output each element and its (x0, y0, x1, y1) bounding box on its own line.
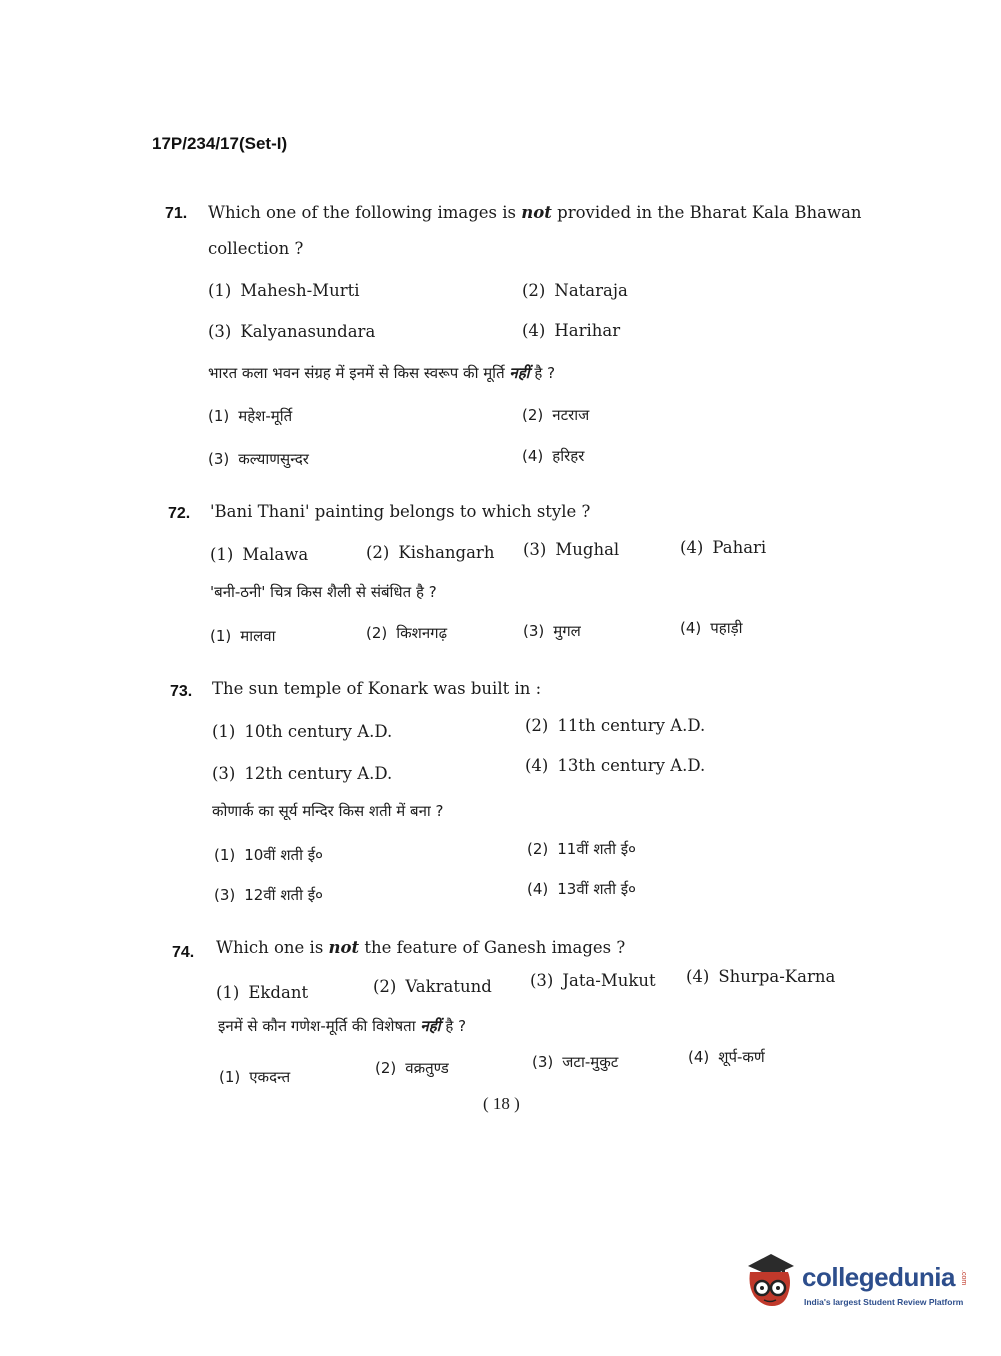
question-number: 72. (168, 505, 191, 522)
option-1: (1) 10th century A.D. (212, 722, 393, 741)
question-text-hindi: कोणार्क का सूर्य मन्दिर किस शती में बना ? (212, 802, 444, 820)
option-1-hindi: (1) महेश-मूर्ति (208, 407, 293, 425)
option-3: (3) Kalyanasundara (208, 322, 376, 341)
option-3: (3) Mughal (523, 540, 620, 559)
question-text: The sun temple of Konark was built in : (212, 679, 542, 698)
option-3-hindi: (3) 12वीं शती ई० (214, 886, 323, 904)
logo-tagline: India's largest Student Review Platform (804, 1297, 964, 1307)
logo-suffix: .com (960, 1270, 967, 1286)
option-4: (4) Pahari (680, 538, 767, 557)
question-number: 71. (165, 205, 188, 222)
option-1-hindi: (1) 10वीं शती ई० (214, 846, 323, 864)
question-text-hindi: 'बनी-ठनी' चित्र किस शैली से संबंधित है ? (210, 583, 437, 601)
option-1-hindi: (1) मालवा (210, 627, 276, 645)
option-4-hindi: (4) पहाड़ी (680, 619, 743, 637)
option-1-hindi: (1) एकदन्त (219, 1068, 291, 1086)
mascot-icon (742, 1250, 800, 1312)
option-1: (1) Ekdant (216, 983, 309, 1002)
paper-code: 17P/234/17(Set-I) (152, 134, 288, 153)
option-2-hindi: (2) किशनगढ़ (366, 624, 448, 642)
option-2-hindi: (2) 11वीं शती ई० (527, 840, 636, 858)
option-3-hindi: (3) जटा-मुकुट (532, 1053, 619, 1071)
option-1: (1) Malawa (210, 545, 309, 564)
option-2: (2) Kishangarh (366, 543, 495, 562)
option-4-hindi: (4) हरिहर (522, 447, 585, 465)
option-4: (4) 13th century A.D. (525, 756, 706, 775)
question-text-hindi: इनमें से कौन गणेश-मूर्ति की विशेषता नहीं है ? (218, 1017, 467, 1035)
logo-wordmark: collegedunia (802, 1262, 955, 1292)
option-2-hindi: (2) नटराज (522, 406, 590, 424)
question-text: Which one of the following images is not provided in the Bharat Kala Bhawan (208, 203, 862, 222)
question-number: 74. (172, 944, 195, 961)
option-2-hindi: (2) वक्रतुण्ड (375, 1059, 449, 1077)
option-4: (4) Harihar (522, 321, 621, 340)
option-3: (3) Jata-Mukut (530, 971, 656, 990)
collegedunia-logo (742, 1250, 972, 1320)
page-number: ( 18 ) (483, 1094, 520, 1113)
option-4: (4) Shurpa-Karna (686, 967, 836, 986)
option-2: (2) Vakratund (373, 977, 492, 996)
question-text-hindi: भारत कला भवन संग्रह में इनमें से किस स्वरूप की मूर्ति नहीं है ? (208, 364, 556, 382)
question-text: Which one is not the feature of Ganesh images ? (216, 938, 626, 957)
option-2: (2) Nataraja (522, 281, 628, 300)
option-3-hindi: (3) मुगल (523, 622, 581, 640)
question-text: 'Bani Thani' painting belongs to which style ? (210, 502, 591, 521)
option-1: (1) Mahesh-Murti (208, 281, 360, 300)
option-3-hindi: (3) कल्याणसुन्दर (208, 450, 309, 468)
question-text-continued: collection ? (208, 239, 304, 258)
option-4-hindi: (4) शूर्प-कर्ण (688, 1048, 765, 1066)
question-number: 73. (170, 683, 193, 700)
option-4-hindi: (4) 13वीं शती ई० (527, 880, 636, 898)
option-3: (3) 12th century A.D. (212, 764, 393, 783)
option-2: (2) 11th century A.D. (525, 716, 706, 735)
